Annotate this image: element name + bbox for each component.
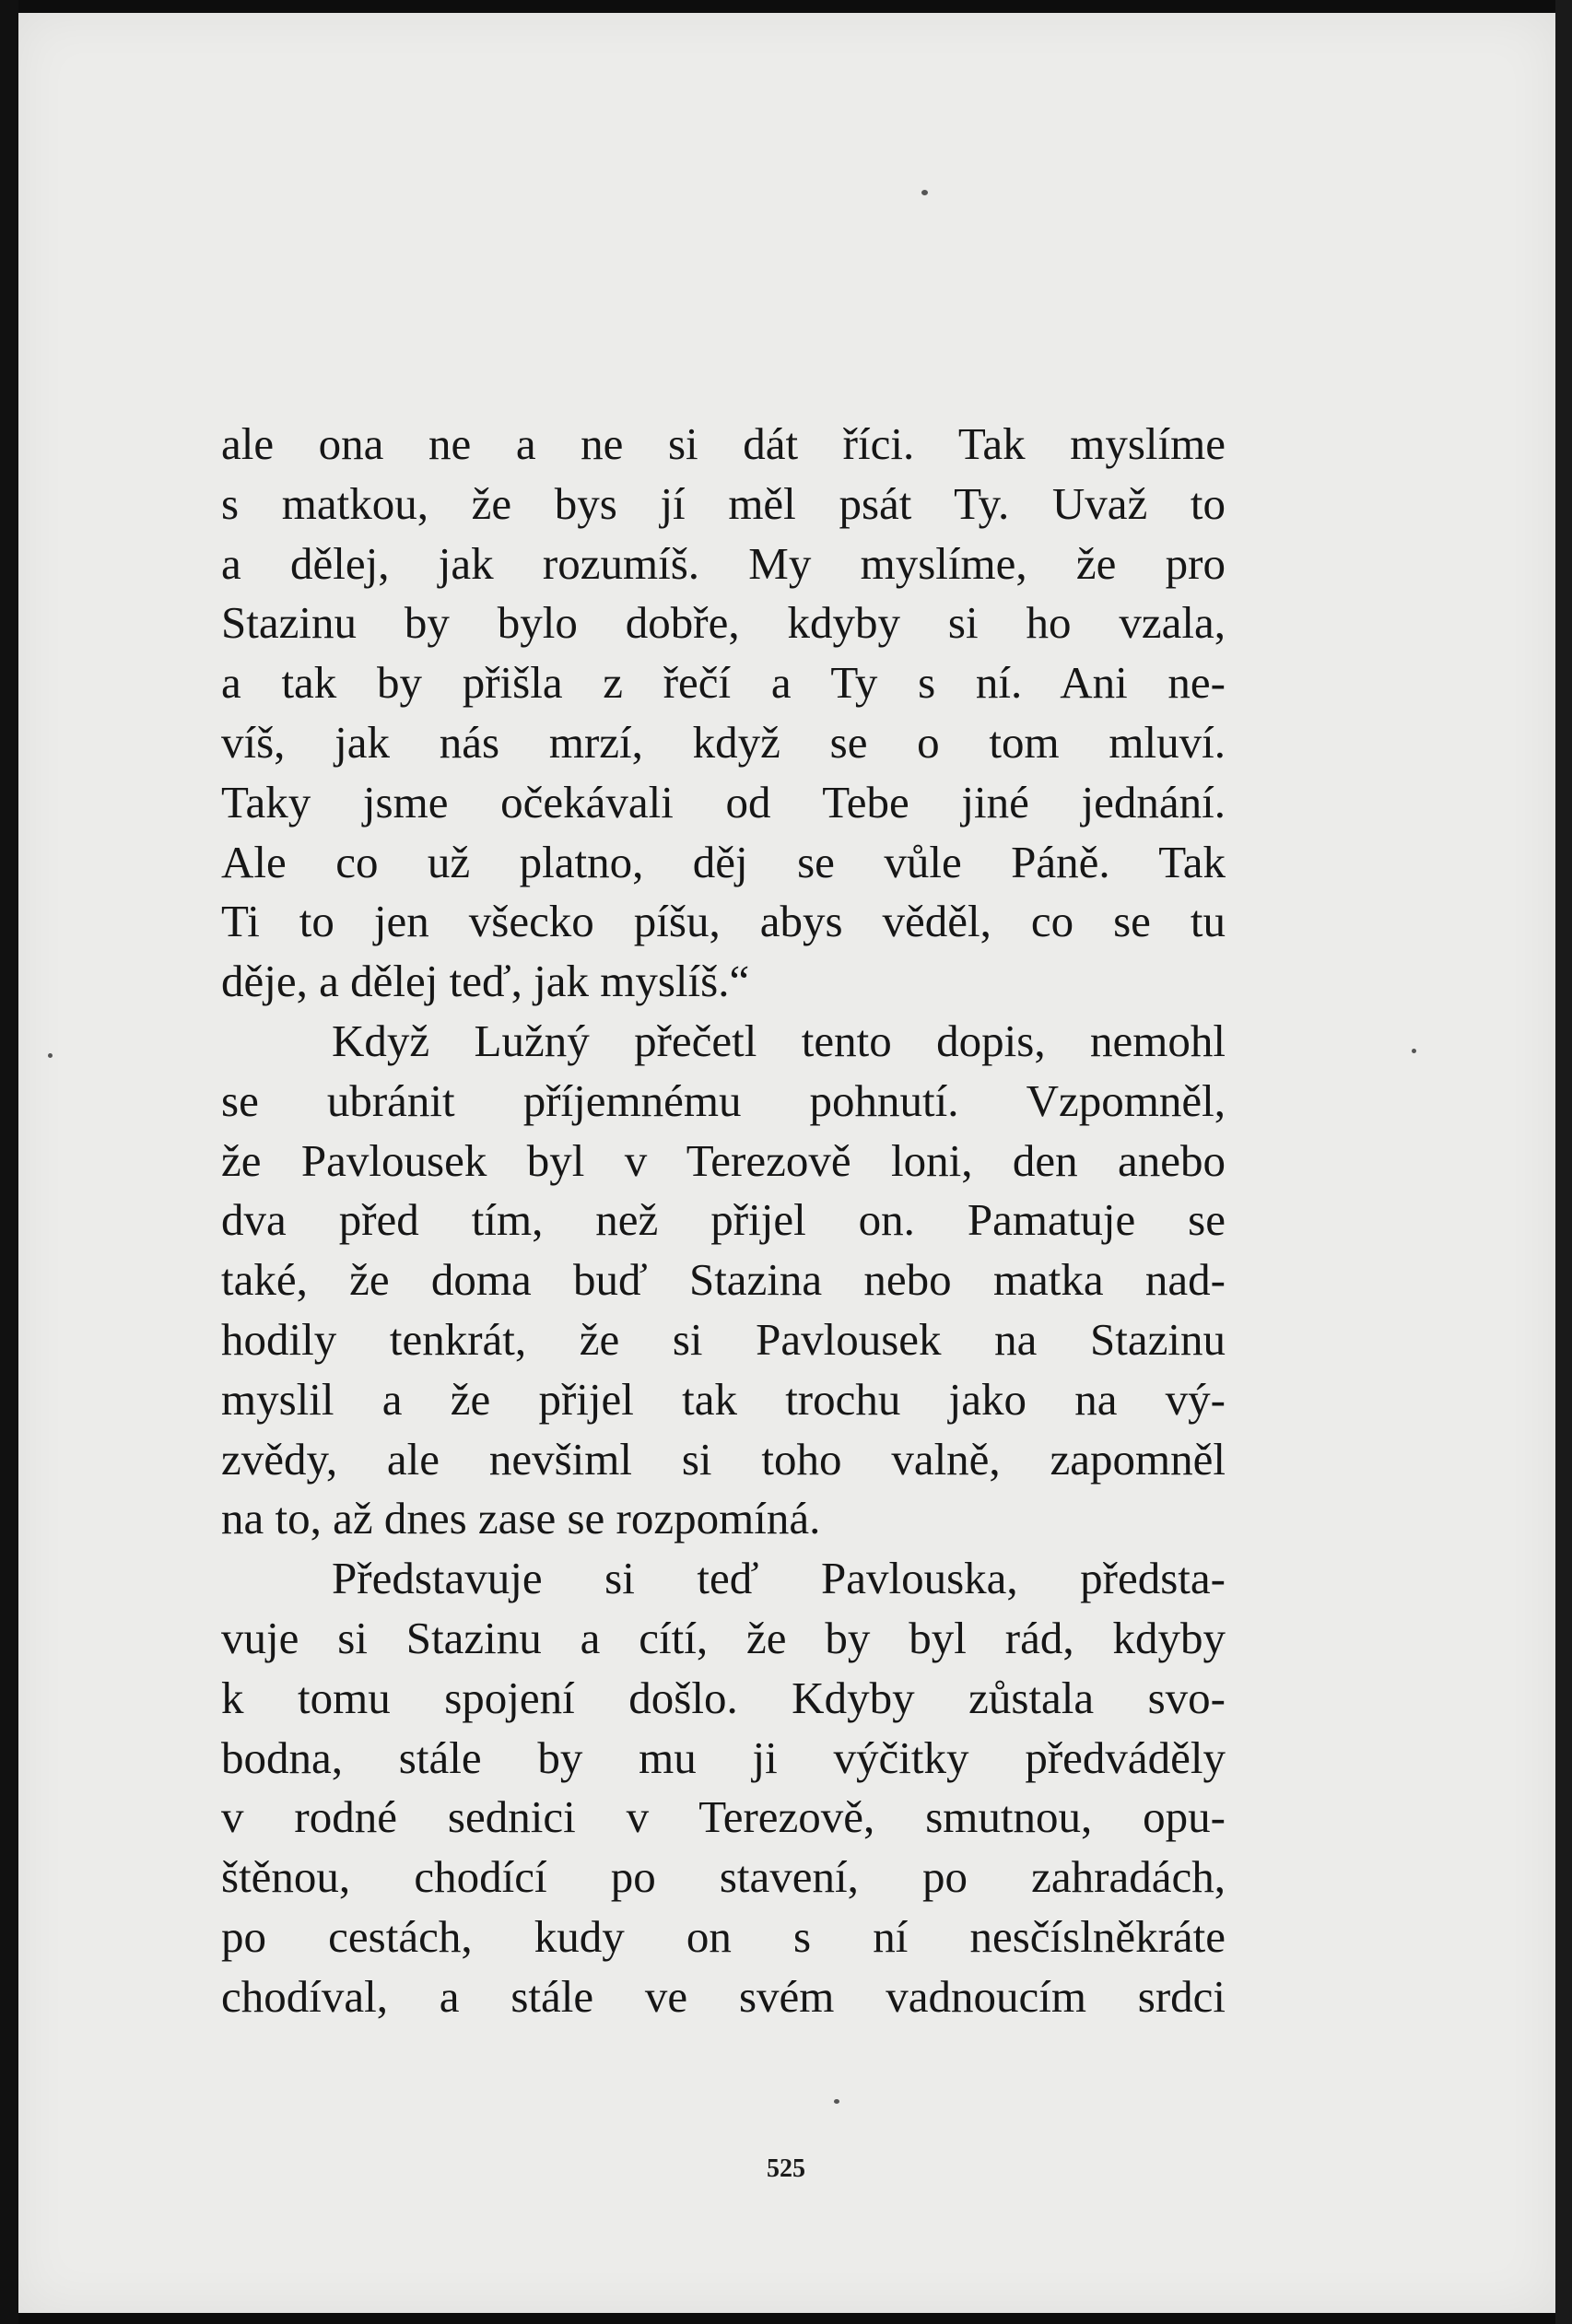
page-right-edge <box>1555 0 1572 2324</box>
ink-speck <box>48 1053 53 1058</box>
text-line: myslil a že přijel tak trochu jako na vý- <box>221 1373 1226 1425</box>
text-line: Představuje si teď Pavlouska, předsta- <box>332 1553 1226 1604</box>
ink-speck <box>921 190 928 195</box>
text-line: Ale co už platno, děj se vůle Páně. Tak <box>221 836 1226 887</box>
text-line: vuje si Stazinu a cítí, že by byl rád, kdyby <box>221 1612 1226 1663</box>
page-left-edge <box>0 0 18 2324</box>
text-line: dva před tím, než přijel on. Pamatuje se <box>221 1194 1226 1246</box>
text-line: Ti to jen všecko píšu, abys věděl, co se tu <box>221 896 1226 947</box>
text-line: Taky jsme očekávali od Tebe jiné jednání. <box>221 776 1226 827</box>
text-line: štěnou, chodící po stavení, po zahradách, <box>221 1851 1226 1903</box>
text-line: po cestách, kudy on s ní nesčíslněkráte <box>221 1910 1226 1962</box>
text-line: se ubránit příjemnému pohnutí. Vzpomněl, <box>221 1074 1226 1126</box>
text-line: ale ona ne a ne si dát říci. Tak myslíme <box>221 418 1226 469</box>
text-line: také, že doma buď Stazina nebo matka nad- <box>221 1254 1226 1306</box>
text-line: děje, a dělej teď, jak myslíš.“ <box>221 956 750 1007</box>
text-line: a dělej, jak rozumíš. My myslíme, že pro <box>221 537 1226 589</box>
page-number: 525 <box>767 2154 805 2183</box>
text-line: a tak by přišla z řečí a Ty s ní. Ani ne- <box>221 657 1226 709</box>
ink-speck <box>1412 1049 1416 1053</box>
text-line: v rodné sednici v Terezově, smutnou, opu- <box>221 1791 1226 1843</box>
text-line: Když Lužný přečetl tento dopis, nemohl <box>332 1015 1226 1066</box>
text-line: bodna, stále by mu ji výčitky předváděly <box>221 1731 1226 1783</box>
body-text <box>221 415 1226 2027</box>
text-line: k tomu spojení došlo. Kdyby zůstala svo- <box>221 1672 1226 1723</box>
text-line: zvědy, ale nevšiml si toho valně, zapomněl <box>221 1433 1226 1485</box>
text-line: na to, až dnes zase se rozpomíná. <box>221 1493 821 1544</box>
text-line: chodíval, a stále ve svém vadnoucím srdci <box>221 1970 1226 2022</box>
text-line: že Pavlousek byl v Terezově loni, den anebo <box>221 1134 1226 1186</box>
text-line: víš, jak nás mrzí, když se o tom mluví. <box>221 716 1226 768</box>
ink-speck <box>834 2099 839 2104</box>
text-line: hodily tenkrát, že si Pavlousek na Stazinu <box>221 1313 1226 1365</box>
text-line: Stazinu by bylo dobře, kdyby si ho vzala, <box>221 597 1226 649</box>
text-line: s matkou, že bys jí měl psát Ty. Uvaž to <box>221 477 1226 529</box>
